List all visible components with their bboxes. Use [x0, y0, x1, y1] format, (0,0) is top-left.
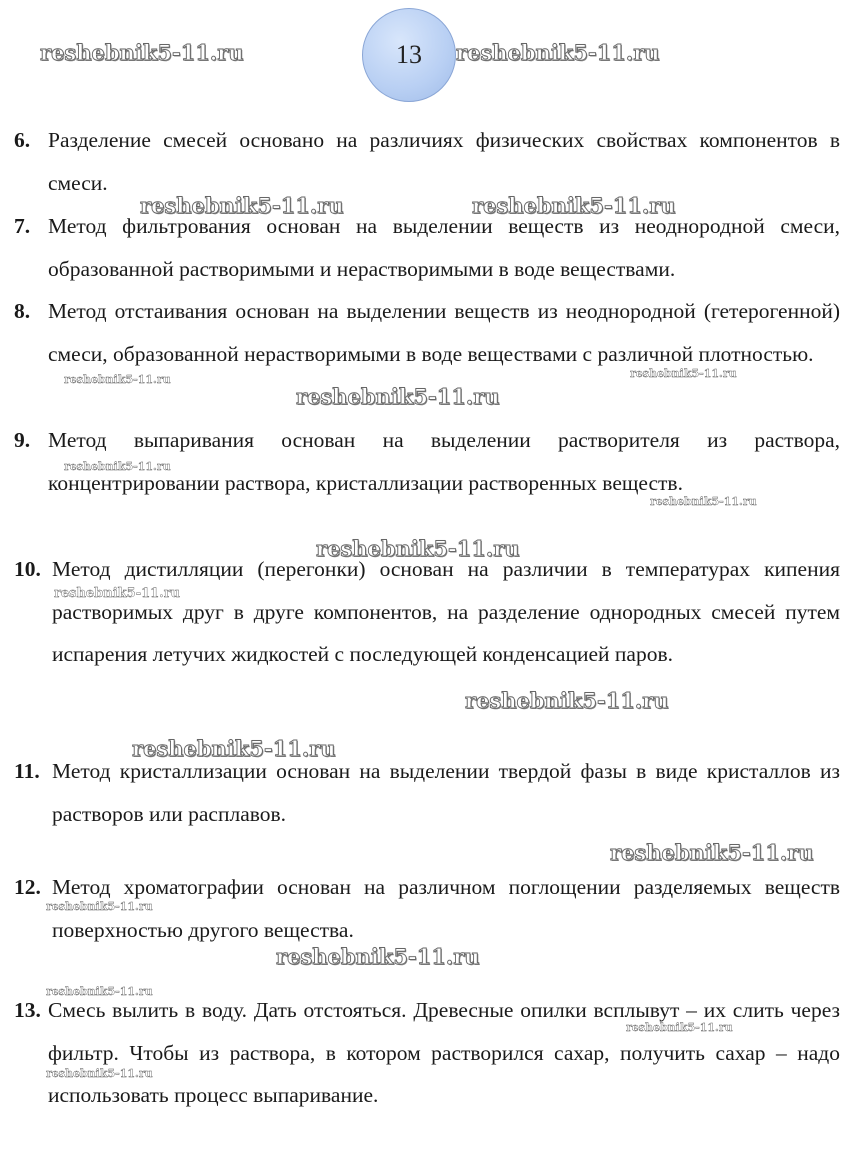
list-item-11	[14, 750, 840, 835]
list-item-8	[14, 290, 840, 375]
item-text: Метод дистилляции (перегонки) основан на различии в температурах кипения растворимых друг в друге компонентов, на разделение однородных смесей путем испарения летучих жидкостей с последующей конденсацией паров.	[52, 557, 840, 666]
item-text: Метод фильтрования основан на выделении веществ из неоднородной смеси, образованной растворимыми и нерастворимыми в воде веществами.	[48, 214, 840, 281]
watermark: reshebnik5-11.ru	[46, 900, 153, 913]
item-number: 6.	[14, 128, 31, 152]
watermark: reshebnik5-11.ru	[64, 460, 171, 473]
page-number: 13	[396, 40, 422, 69]
item-number: 11.	[14, 759, 40, 783]
item-number: 9.	[14, 428, 31, 452]
watermark: reshebnik5-11.ru	[140, 193, 344, 218]
watermark: reshebnik5-11.ru	[276, 944, 480, 969]
watermark: reshebnik5-11.ru	[626, 1021, 733, 1034]
item-text: Метод отстаивания основан на выделении веществ из неоднородной (гетерогенной) смеси, образованной нерастворимыми в воде веществами с различной плотностью.	[48, 299, 840, 366]
watermark: reshebnik5-11.ru	[64, 373, 171, 386]
watermark: reshebnik5-11.ru	[46, 985, 153, 998]
watermark: reshebnik5-11.ru	[630, 367, 737, 380]
item-text: Метод выпаривания основан на выделении растворителя из раствора, концентрировании раствора, кристаллизации растворенных веществ.	[48, 428, 840, 495]
list-item-6	[14, 119, 840, 204]
watermark: reshebnik5-11.ru	[465, 688, 669, 713]
watermark: reshebnik5-11.ru	[40, 40, 244, 65]
list-item-13	[14, 989, 840, 1117]
item-text: Смесь вылить в воду. Дать отстояться. Древесные опилки всплывут – их слить через фильтр. Чтобы из раствора, в котором растворился сахар, получить сахар – надо использовать процесс выпаривание.	[48, 998, 840, 1107]
item-text: Метод хроматографии основан на различном поглощении разделяемых веществ поверхностью другого вещества.	[52, 875, 840, 942]
list-item-7	[14, 205, 840, 290]
watermark: reshebnik5-11.ru	[456, 40, 660, 65]
list-item-10	[14, 548, 840, 676]
watermark: reshebnik5-11.ru	[472, 193, 676, 218]
watermark: reshebnik5-11.ru	[610, 840, 814, 865]
watermark: reshebnik5-11.ru	[46, 1067, 153, 1080]
watermark: reshebnik5-11.ru	[316, 536, 520, 561]
item-number: 12.	[14, 875, 41, 899]
page-number-badge	[362, 8, 456, 102]
item-number: 8.	[14, 299, 31, 323]
watermark: reshebnik5-11.ru	[132, 736, 336, 761]
item-text: Метод кристаллизации основан на выделении твердой фазы в виде кристаллов из растворов или расплавов.	[52, 759, 840, 826]
item-number: 13.	[14, 998, 41, 1022]
watermark: reshebnik5-11.ru	[54, 586, 181, 601]
item-number: 10.	[14, 557, 41, 581]
watermark: reshebnik5-11.ru	[296, 384, 500, 409]
item-text: Разделение смесей основано на различиях физических свойствах компонентов в смеси.	[48, 128, 840, 195]
item-number: 7.	[14, 214, 31, 238]
watermark: reshebnik5-11.ru	[650, 495, 757, 508]
